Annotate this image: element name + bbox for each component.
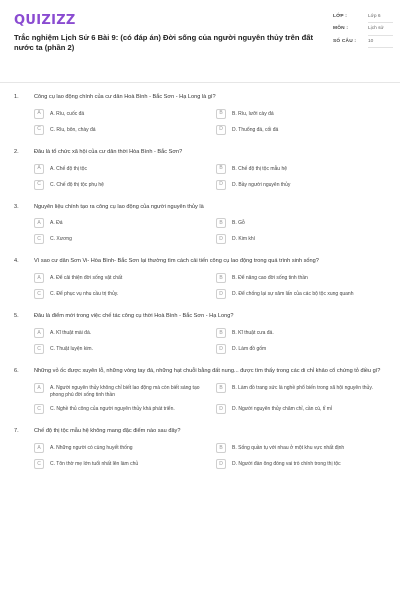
answer-options bbox=[34, 111, 386, 135]
question-text: Đâu là tổ chức xã hội của cư dân thời Hòa Bình - Bắc Sơn? bbox=[34, 148, 183, 155]
question-item bbox=[14, 149, 386, 190]
option-letter-box[interactable]: B bbox=[216, 218, 226, 228]
option-letter-box[interactable]: D bbox=[216, 180, 226, 190]
option-letter-box[interactable]: C bbox=[34, 344, 44, 354]
option-letter-box[interactable]: B bbox=[216, 164, 226, 174]
option-letter-box[interactable]: A bbox=[34, 383, 44, 393]
option-text: D. Bầy người nguyên thủy bbox=[232, 181, 291, 188]
question-number: 6. bbox=[14, 368, 19, 375]
question-list bbox=[0, 94, 400, 483]
option-text: C. Thuật luyện kim. bbox=[50, 346, 93, 353]
question-number: 1. bbox=[14, 94, 19, 100]
question-header bbox=[14, 204, 386, 212]
question-header bbox=[14, 149, 386, 157]
answer-option[interactable] bbox=[34, 182, 216, 190]
worksheet-meta bbox=[333, 14, 393, 51]
question-number: 3. bbox=[14, 203, 19, 210]
option-text: D. Kim khí bbox=[232, 236, 256, 243]
option-text: C. Để phục vụ nhu cầu trị thủy. bbox=[50, 291, 119, 298]
meta-row-class bbox=[333, 14, 393, 23]
answer-option[interactable] bbox=[216, 461, 398, 469]
option-text: D. Để chống lại sự xâm lấn của các bộ tộc xung quanh bbox=[232, 291, 354, 298]
option-letter-box[interactable]: A bbox=[34, 273, 44, 283]
answer-option[interactable] bbox=[34, 461, 216, 469]
option-text: A. Đá bbox=[50, 220, 63, 227]
option-letter-box[interactable]: D bbox=[216, 289, 226, 299]
option-text: B. Làm đồ trang sức là nghề phổ biến trong xã hội nguyên thủy. bbox=[232, 384, 373, 391]
answer-options bbox=[34, 330, 386, 354]
answer-option[interactable] bbox=[216, 346, 398, 354]
question-text: Vì sao cư dân Sơn Vi- Hòa Bình- Bắc Sơn lại thường tìm cách cải tiến công cụ lao động trong quá trình sinh sống? bbox=[34, 258, 319, 265]
option-letter-box[interactable]: D bbox=[216, 459, 226, 469]
question-number: 7. bbox=[14, 428, 19, 435]
option-letter-box[interactable]: B bbox=[216, 109, 226, 119]
option-letter-box[interactable]: B bbox=[216, 443, 226, 453]
question-header bbox=[14, 428, 386, 436]
question-header bbox=[14, 258, 386, 266]
option-letter-box[interactable]: C bbox=[34, 234, 44, 244]
answer-option[interactable] bbox=[34, 111, 216, 119]
worksheet-header bbox=[0, 0, 400, 80]
question-header bbox=[14, 368, 386, 376]
answer-option[interactable] bbox=[216, 111, 398, 119]
answer-option[interactable] bbox=[34, 445, 216, 453]
answer-option[interactable] bbox=[216, 330, 398, 338]
answer-option[interactable] bbox=[216, 127, 398, 135]
option-letter-box[interactable]: C bbox=[34, 180, 44, 190]
option-text: B. Để nâng cao đời sống tinh thần bbox=[232, 275, 308, 282]
question-item bbox=[14, 258, 386, 299]
question-number: 5. bbox=[14, 313, 19, 320]
answer-option[interactable] bbox=[34, 220, 216, 228]
option-letter-box[interactable]: C bbox=[34, 125, 44, 135]
answer-option[interactable] bbox=[216, 385, 398, 399]
quizizz-logo[interactable]: QUIZIZZ bbox=[14, 13, 76, 28]
option-text: D. Người nguyên thủy chăm chỉ, cần cù, tỉ mỉ bbox=[232, 406, 332, 413]
option-text: B. Gỗ bbox=[232, 220, 245, 227]
meta-key: SỐ CÂU : bbox=[333, 38, 357, 44]
option-text: B. Chế độ thị tộc mẫu hệ bbox=[232, 165, 288, 172]
option-text: B. Rìu, lưỡi cày đá bbox=[232, 110, 274, 117]
answer-options bbox=[34, 220, 386, 244]
option-text: A. Rìu, cuốc đá bbox=[50, 110, 85, 117]
answer-option[interactable] bbox=[34, 291, 216, 299]
question-item bbox=[14, 368, 386, 414]
meta-key: MÔN : bbox=[333, 26, 349, 32]
option-letter-box[interactable]: B bbox=[216, 328, 226, 338]
meta-row-question-count bbox=[333, 39, 393, 48]
option-letter-box[interactable]: A bbox=[34, 443, 44, 453]
question-item bbox=[14, 94, 386, 135]
answer-option[interactable] bbox=[34, 275, 216, 283]
option-letter-box[interactable]: A bbox=[34, 164, 44, 174]
meta-value: Lớp 6 bbox=[368, 14, 393, 23]
header-divider bbox=[0, 82, 400, 83]
option-text: C. Nghề thủ công của người nguyên thủy khá phát triển. bbox=[50, 406, 175, 413]
answer-option[interactable] bbox=[216, 406, 398, 414]
option-letter-box[interactable]: C bbox=[34, 459, 44, 469]
option-text: A. Người nguyên thủy không chỉ biết lao động mà còn biết sáng tạo phong phú đời sống tinh thần bbox=[50, 384, 200, 398]
option-letter-box[interactable]: B bbox=[216, 273, 226, 283]
meta-value: Lịch sử bbox=[368, 26, 393, 35]
meta-value: 10 bbox=[368, 39, 393, 48]
option-text: D. Người đàn ông đóng vai trò chính trong thị tộc bbox=[232, 461, 341, 468]
option-letter-box[interactable]: D bbox=[216, 404, 226, 414]
option-text: A. Để cải thiện đời sống vật chất bbox=[50, 275, 123, 282]
question-text: Nguyên liệu chính tạo ra công cụ lao động của người nguyên thủy là bbox=[34, 203, 204, 210]
question-text: Những vỏ ốc được xuyên lỗ, những vòng tay đá, những hạt chuỗi bằng đất nung... được tìm thấy trong các di chỉ khảo cổ chứng tỏ điều gì? bbox=[34, 368, 381, 375]
question-item bbox=[14, 204, 386, 245]
answer-options bbox=[34, 275, 386, 299]
option-letter-box[interactable]: D bbox=[216, 234, 226, 244]
option-letter-box[interactable]: A bbox=[34, 218, 44, 228]
answer-option[interactable] bbox=[34, 385, 216, 399]
worksheet-title: Trắc nghiệm Lịch Sử 6 Bài 9: (có đáp án) Đời sống của người nguyên thủy trên đất nước ta (phần 2) bbox=[14, 33, 314, 52]
option-text: B. Kĩ thuật cưa đá. bbox=[232, 330, 274, 337]
question-text: Chế độ thị tộc mẫu hệ không mang đặc điểm nào sau đây? bbox=[34, 428, 181, 435]
option-text: D. Thuổng đá, cối đá bbox=[232, 126, 279, 133]
option-letter-box[interactable]: A bbox=[34, 109, 44, 119]
option-letter-box[interactable]: C bbox=[34, 404, 44, 414]
answer-option[interactable] bbox=[216, 275, 398, 283]
answer-option[interactable] bbox=[216, 220, 398, 228]
option-text: A. Chế độ thị tộc bbox=[50, 165, 87, 172]
meta-key: LỚP : bbox=[333, 14, 348, 19]
question-header bbox=[14, 94, 386, 102]
option-letter-box[interactable]: B bbox=[216, 383, 226, 393]
answer-options bbox=[34, 385, 386, 415]
answer-options bbox=[34, 166, 386, 190]
answer-option[interactable] bbox=[216, 291, 398, 299]
question-item bbox=[14, 313, 386, 354]
option-text: A. Kĩ thuật mài đá. bbox=[50, 330, 92, 337]
answer-option[interactable] bbox=[34, 236, 216, 244]
question-number: 2. bbox=[14, 148, 19, 155]
question-number: 4. bbox=[14, 258, 19, 265]
meta-row-subject bbox=[333, 26, 393, 35]
option-letter-box[interactable]: A bbox=[34, 328, 44, 338]
question-item bbox=[14, 428, 386, 469]
option-text: C. Rìu, bôn, chày đá bbox=[50, 126, 96, 133]
question-header bbox=[14, 313, 386, 321]
answer-option[interactable] bbox=[34, 346, 216, 354]
answer-option[interactable] bbox=[216, 445, 398, 453]
question-text: Đâu là điểm mới trong việc chế tác công cụ thời Hoà Bình - Bắc Sơn - Hạ Long? bbox=[34, 313, 234, 320]
option-text: C. Chế độ thị tộc phụ hệ bbox=[50, 181, 104, 188]
option-letter-box[interactable]: C bbox=[34, 289, 44, 299]
option-text: B. Sống quần tụ với nhau ở một khu vực nhất định bbox=[232, 445, 345, 452]
option-text: C. Xương bbox=[50, 236, 72, 243]
answer-option[interactable] bbox=[34, 406, 216, 414]
option-letter-box[interactable]: D bbox=[216, 125, 226, 135]
option-text: C. Tôn thờ mẹ lớn tuổi nhất lên làm chủ bbox=[50, 461, 139, 468]
answer-option[interactable] bbox=[216, 166, 398, 174]
answer-option[interactable] bbox=[34, 330, 216, 338]
answer-option[interactable] bbox=[216, 182, 398, 190]
option-text: D. Làm đồ gốm bbox=[232, 346, 267, 353]
answer-option[interactable] bbox=[216, 236, 398, 244]
answer-options bbox=[34, 445, 386, 469]
option-text: A. Những người có cùng huyết thống bbox=[50, 445, 133, 452]
option-letter-box[interactable]: D bbox=[216, 344, 226, 354]
answer-option[interactable] bbox=[34, 166, 216, 174]
answer-option[interactable] bbox=[34, 127, 216, 135]
question-text: Công cụ lao động chính của cư dân Hoà Bình - Bắc Sơn - Hạ Long là gì? bbox=[34, 94, 216, 100]
